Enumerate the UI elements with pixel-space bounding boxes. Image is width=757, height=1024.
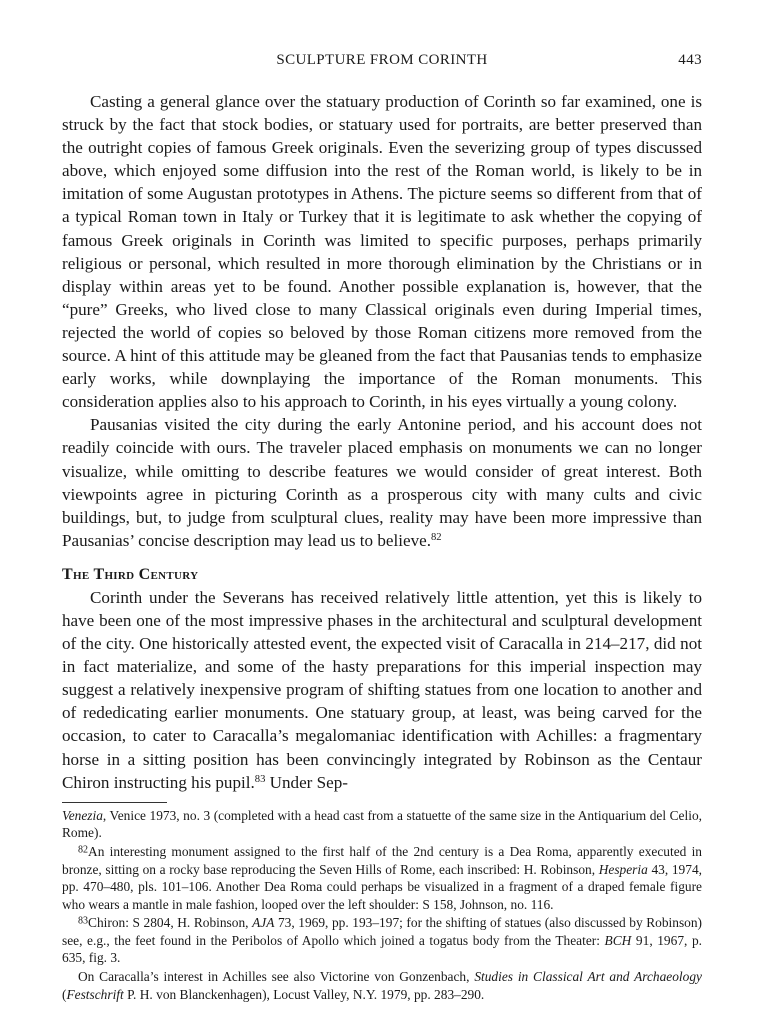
footnote-81-italic: Venezia — [62, 807, 103, 823]
footnote-83-number: 83 — [78, 915, 89, 927]
footnote-divider — [62, 802, 167, 803]
footnote-81-continued — [62, 807, 702, 842]
footnote-82 — [62, 843, 702, 913]
paragraph-2 — [62, 413, 702, 552]
running-title: SCULPTURE FROM CORINTH — [276, 52, 488, 68]
paragraph-3 — [62, 586, 702, 794]
footnote-83-addendum — [62, 968, 702, 1003]
footnote-82-journal: Hesperia — [598, 861, 648, 877]
footnote-83-text-c: 91, 1967, p. 635, fig. 3. — [62, 932, 702, 966]
page — [62, 52, 702, 1003]
paragraph-1 — [62, 90, 702, 413]
footnote-ref-83[interactable]: 83 — [254, 773, 266, 785]
paragraph-1-text: Casting a general glance over the statuary production of Corinth so far examined, one is struck by the fact that stock bodies, or statuary used for portraits, are better preserved than the outright copies of famous Greek originals. Even the severizing group of types discussed above, which enjoyed some diffusion into the rest of the Roman world, is likely to be in imitation of some Augustan prototypes in Athens. The picture seems so different from that of a typical Roman town in Italy or Turkey that it is legitimate to ask whether the copying of famous Greek originals in Corinth was limited to specific purposes, perhaps primarily religious or personal, which resulted in more thorough elimination by the Christians or in display within areas yet to be found. Another possible explanation is, however, that the “pure” Greeks, who lived close to many Classical originals even during Imperial times, rejected the world of copies so beloved by those Roman citizens more removed from the source. A hint of this attitude may be gleaned from the fact that Pausanias tends to emphasize early works, while downplaying the importance of the Roman monuments. This consideration applies also to his approach to Corinth, in his eyes virtually a young colony. — [62, 92, 702, 412]
page-number: 443 — [678, 52, 702, 68]
paragraph-2-text: Pausanias visited the city during the early Antonine period, and his account does not readily coincide with ours. The traveler placed emphasis on monuments we can no longer visualize, while omitting to describe features we would consider of great interest. Both viewpoints agree in picturing Corinth as a prosperous city with many cults and civic buildings, but, to judge from sculptural clues, reality may have been more impressive than Pausanias’ concise description may lead us to believe. — [62, 415, 702, 550]
body-text — [62, 90, 702, 794]
section-heading: The Third Century — [62, 565, 199, 583]
footnote-83-text-b: 73, 1969, pp. 193–197; for the shifting of statues (also discussed by Robinson) see, e.g., the feet found in the Peribolos of Apollo which joined a togatus body from the Theater: — [62, 915, 703, 948]
footnote-83-addendum-text-a: On Caracalla’s interest in Achilles see also Victorine von Gonzenbach, — [78, 969, 475, 985]
footnotes — [62, 807, 702, 1004]
footnote-83-journal-aja: AJA — [252, 915, 275, 931]
footnote-ref-82[interactable]: 82 — [430, 531, 442, 543]
footnote-81-text: , Venice 1973, no. 3 (completed with a head cast from a statuette of the same size in the Antiquarium del Celio, Rome). — [62, 807, 702, 841]
footnote-82-number: 82 — [78, 844, 89, 856]
footnote-83-addendum-text-c: P. H. von Blanckenhagen), Locust Valley, N.Y. 1979, pp. 283–290. — [123, 986, 485, 1002]
footnote-82-text-b: 43, 1974, pp. 470–480, pls. 101–106. Another Dea Roma could perhaps be visualized in a fragment of a draped female figure who wears a mantle in male fashion, looped over the left shoulder: S 158, Johnson, no. 116. — [62, 861, 702, 912]
footnote-83-journal-bch: BCH — [604, 932, 632, 948]
paragraph-3-text: Corinth under the Severans has received relatively little attention, yet this is likely to have been one of the most impressive phases in the architectural and sculptural development of the city. One historically attested event, the expected visit of Caracalla in 214–217, did not in fact materialize, and some of the hasty preparations for this imperial inspection may suggest a relatively inexpensive program of shifting statues from one location to another and of rededicating earlier monuments. One statuary group, at least, was being carved for the occasion, to cater to Caracalla’s megalomaniac identification with Achilles: a fragmentary horse in a sitting position has been convincingly integrated by Robinson as the Centaur Chiron instructing his pupil. — [62, 587, 702, 792]
running-head — [62, 52, 702, 74]
footnote-83-addendum-festschrift: Festschrift — [66, 986, 124, 1002]
paragraph-3-tail: Under Sep- — [265, 772, 348, 792]
footnote-82-text-a: An interesting monument assigned to the first half of the 2nd century is a Dea Roma, apparently executed in bronze, sitting on a rocky base reproducing the Seven Hills of Rome, each inscribed: H. Robinson, — [62, 843, 702, 877]
footnote-83-addendum-text-b: ( — [62, 986, 67, 1002]
footnote-83 — [62, 914, 702, 967]
footnote-83-text-a: Chiron: S 2804, H. Robinson, — [88, 915, 253, 931]
footnote-83-addendum-title: Studies in Classical Art and Archaeology — [474, 969, 702, 985]
